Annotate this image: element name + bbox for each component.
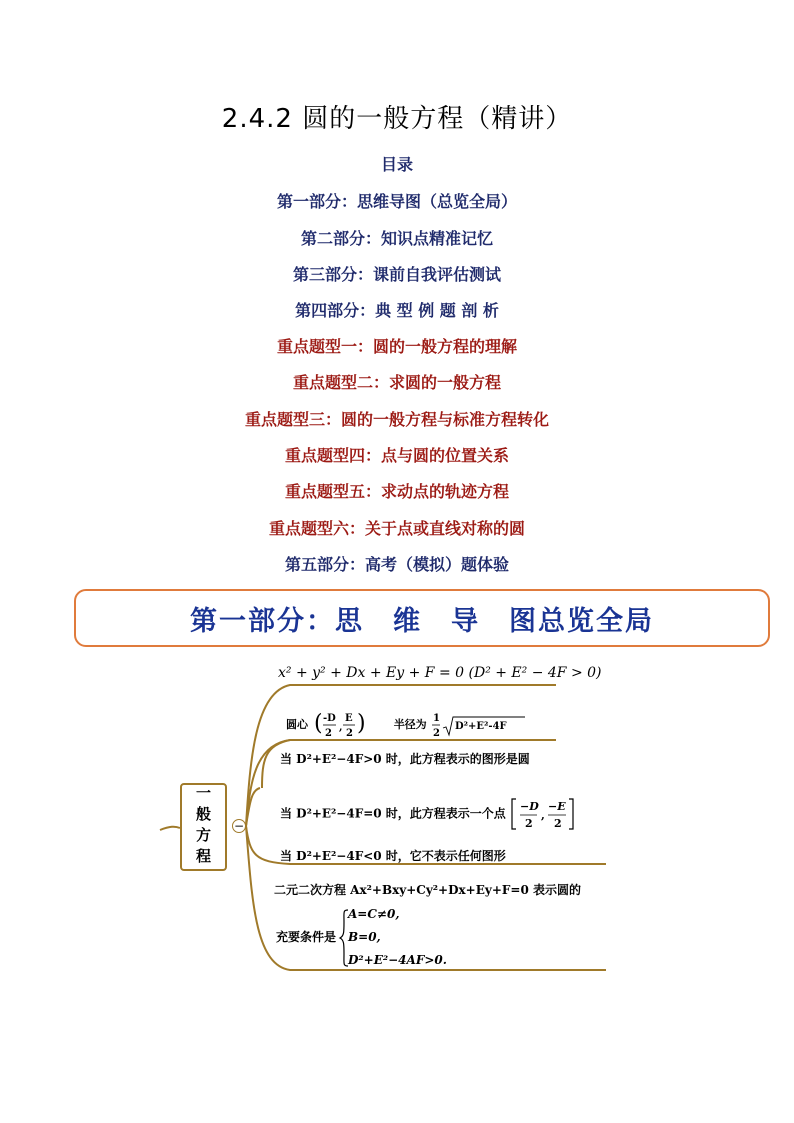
svg-text:-D: -D	[322, 713, 336, 724]
condition-3: D²+E²−4AF>0.	[348, 953, 447, 967]
point-coordinates-formula	[510, 796, 576, 832]
mindmap-root-label: 一般方程	[194, 785, 212, 869]
mindmap-case-positive: 当 D²+E²−4F>0 时，此方程表示的图形是圆	[280, 752, 530, 766]
svg-text:D²+E²-4F: D²+E²-4F	[454, 721, 507, 732]
radius-label: 半径为	[393, 718, 427, 731]
svg-text:2: 2	[432, 728, 440, 739]
svg-text:−E: −E	[548, 800, 566, 813]
toc-item-type3[interactable]: 重点题型三：圆的一般方程与标准方程转化	[244, 410, 549, 429]
radius-formula	[431, 708, 527, 742]
mindmap-case-negative: 当 D²+E²−4F<0 时，它不表示任何图形	[280, 849, 506, 863]
toc-item-type2[interactable]: 重点题型二：求圆的一般方程	[292, 373, 501, 392]
svg-text:2: 2	[324, 728, 332, 739]
svg-text:,: ,	[541, 809, 545, 822]
root-stub-line	[160, 827, 180, 830]
toc-item-type5[interactable]: 重点题型五：求动点的轨迹方程	[284, 482, 509, 501]
svg-text:2: 2	[525, 817, 533, 830]
mindmap-general-equation: x² + y² + Dx + Ey + F = 0 (D² + E² − 4F > 0)	[278, 665, 602, 681]
toc-item-type1[interactable]: 重点题型一：圆的一般方程的理解	[276, 337, 517, 356]
toc-item-part3[interactable]: 第三部分：课前自我评估测试	[292, 265, 501, 284]
toc-item-part2[interactable]: 第二部分：知识点精准记忆	[300, 229, 493, 248]
collapse-minus-icon[interactable]: −	[233, 819, 245, 833]
toc-heading: 目录	[380, 155, 413, 174]
mindmap-case-zero: 当 D²+E²−4F=0 时，此方程表示一个点	[280, 806, 506, 821]
svg-text:−D: −D	[520, 800, 539, 813]
svg-text:,: ,	[338, 722, 343, 733]
section-header-box	[74, 589, 770, 647]
mindmap-center-row	[286, 708, 527, 742]
page-title: 2.4.2 圆的一般方程（精讲）	[221, 104, 573, 134]
mindmap-quadratic-line: 二元二次方程 Ax²+Bxy+Cy²+Dx+Ey+F=0 表示圆的	[274, 883, 582, 897]
mindmap-case-zero-row	[280, 796, 576, 832]
toc-item-type4[interactable]: 重点题型四：点与圆的位置关系	[284, 446, 509, 465]
svg-text:E: E	[344, 713, 353, 724]
mindmap-condition-label: 充要条件是	[276, 930, 337, 944]
toc-item-part4[interactable]: 第四部分：典 型 例 题 剖 析	[295, 301, 499, 320]
toc-item-part1[interactable]: 第一部分：思维导图（总览全局）	[276, 192, 517, 211]
svg-text:2: 2	[554, 817, 562, 830]
condition-1: A=C≠0,	[348, 907, 400, 921]
toc-item-part5[interactable]: 第五部分：高考（模拟）题体验	[284, 555, 509, 574]
mindmap-root-node	[180, 783, 227, 871]
svg-text:1: 1	[432, 713, 440, 724]
center-label: 圆心	[286, 718, 308, 731]
section-header-title: 第一部分：思 维 导 图总览全局	[190, 605, 654, 637]
svg-text:(: (	[313, 711, 323, 736]
svg-text:): )	[356, 711, 366, 736]
condition-2: B=0,	[348, 930, 381, 944]
branch-cases-line	[246, 788, 260, 826]
toc-item-type6[interactable]: 重点题型六：关于点或直线对称的圆	[268, 519, 525, 538]
svg-text:2: 2	[345, 728, 353, 739]
center-coordinates-formula	[312, 708, 368, 742]
